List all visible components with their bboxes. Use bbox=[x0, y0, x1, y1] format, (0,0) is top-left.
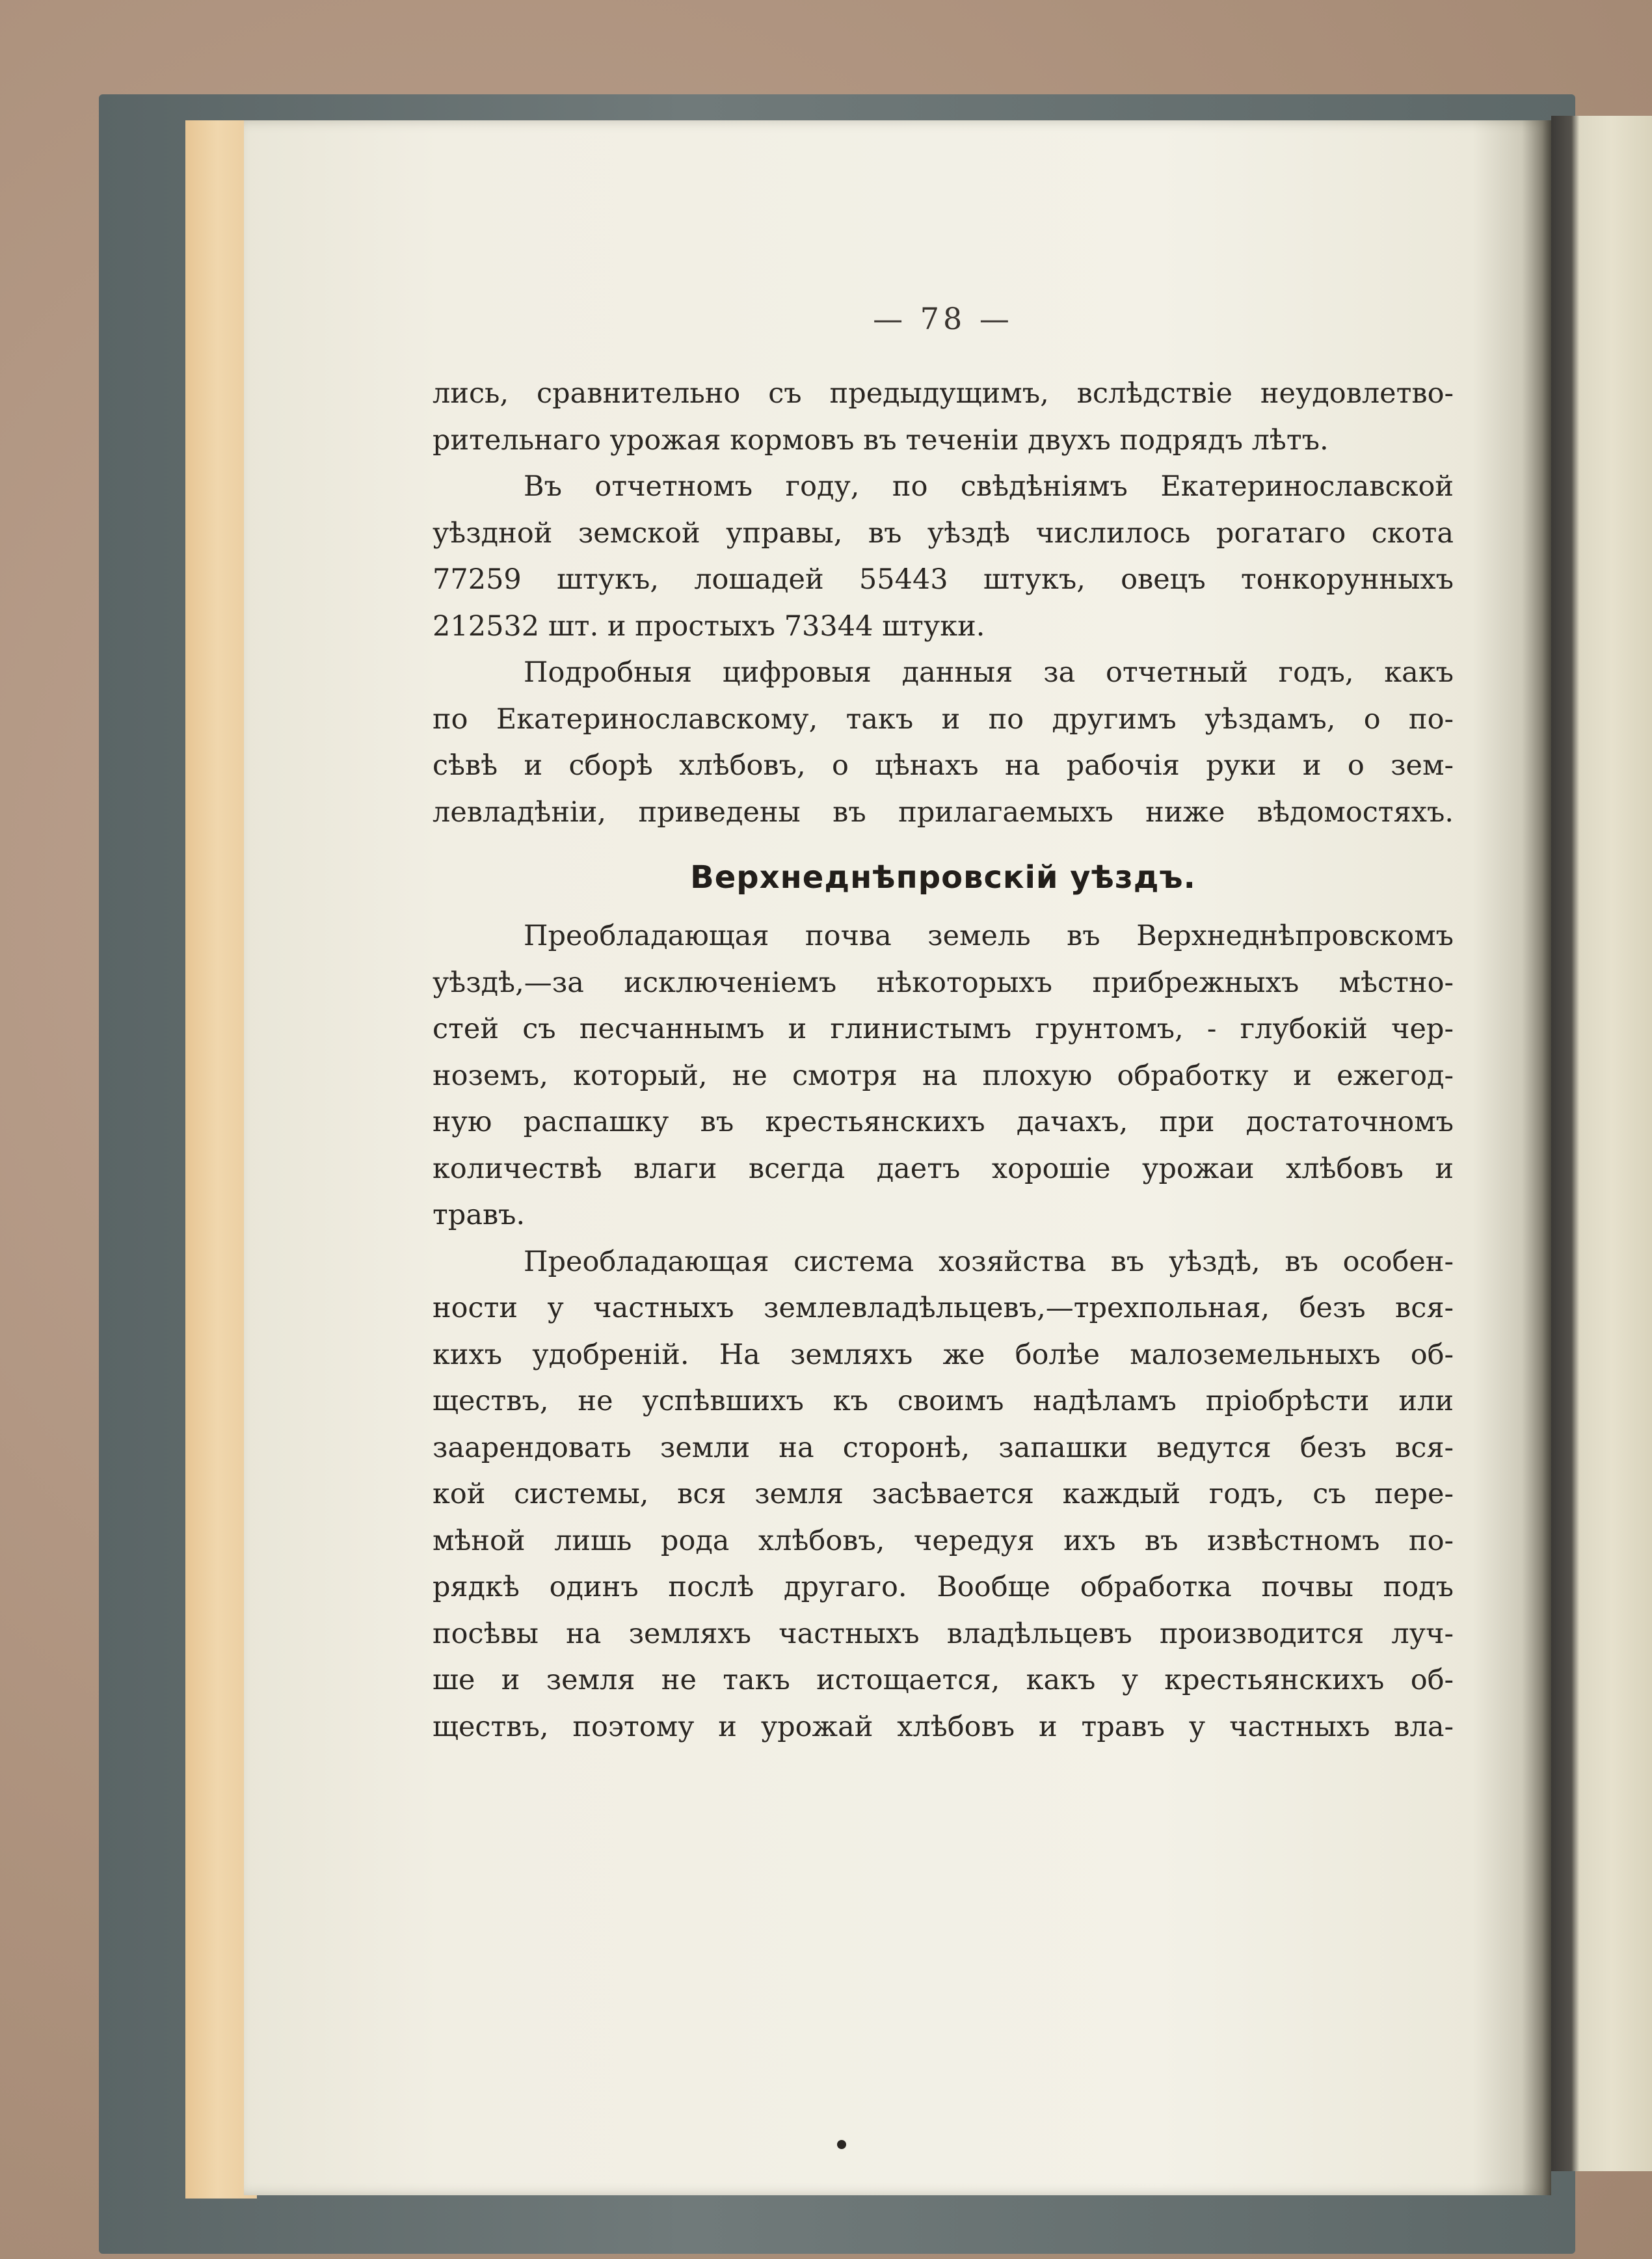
printer-mark-dot bbox=[837, 2140, 846, 2149]
page-gutter-shadow bbox=[1522, 120, 1551, 2195]
text-line: рядкѣ одинъ послѣ другаго. Вообще обработка почвы подъ bbox=[433, 1571, 1454, 1603]
facing-page-edge bbox=[1551, 116, 1652, 2171]
page-number: — 78 — bbox=[873, 301, 1013, 336]
text-line: уѣздной земской управы, въ уѣздѣ числилось рогатаго скота bbox=[433, 516, 1454, 550]
paragraphs-after-heading bbox=[433, 913, 1454, 1750]
text-line: количествѣ влаги всегда даетъ хорошіе урожаи хлѣбовъ и bbox=[433, 1152, 1454, 1185]
text-line: Въ отчетномъ году, по свѣдѣніямъ Екатеринославской bbox=[524, 470, 1454, 503]
text-line: 77259 штукъ, лошадей 55443 штукъ, овецъ тонкорунныхъ bbox=[433, 563, 1454, 596]
text-line: Преобладающая почва земель въ Верхнеднѣпровскомъ bbox=[524, 920, 1454, 952]
text-line: левладѣніи, приведены въ прилагаемыхъ ниже вѣдомостяхъ. bbox=[433, 795, 1454, 829]
text-line: стей съ песчаннымъ и глинистымъ грунтомъ, - глубокій чер- bbox=[433, 1013, 1454, 1045]
text-line: посѣвы на земляхъ частныхъ владѣльцевъ производится луч- bbox=[433, 1617, 1454, 1650]
text-line: ную распашку въ крестьянскихъ дачахъ, при достаточномъ bbox=[433, 1106, 1454, 1138]
paragraphs-before-heading bbox=[433, 371, 1454, 836]
page-text-block bbox=[433, 296, 1454, 1750]
text-line: ществъ, поэтому и урожай хлѣбовъ и травъ у частныхъ вла- bbox=[433, 1710, 1454, 1743]
section-heading: Верхнеднѣпровскій уѣздъ. bbox=[690, 859, 1196, 896]
text-line: кихъ удобреній. На земляхъ же болѣе малоземельныхъ об- bbox=[433, 1338, 1454, 1371]
text-line: заарендовать земли на сторонѣ, запашки ведутся безъ вся- bbox=[433, 1431, 1454, 1464]
text-line: уѣздѣ,—за исключеніемъ нѣкоторыхъ прибрежныхъ мѣстно- bbox=[433, 966, 1454, 999]
text-line: 212532 шт. и простыхъ 73344 штуки. bbox=[433, 609, 985, 643]
text-line: Преобладающая система хозяйства въ уѣздѣ, въ особен- bbox=[524, 1245, 1454, 1278]
text-line: травъ. bbox=[433, 1199, 526, 1231]
text-line: лись, сравнительно съ предыдущимъ, вслѣдствіе неудовлетво- bbox=[433, 377, 1454, 410]
text-line: сѣвѣ и сборѣ хлѣбовъ, о цѣнахъ на рабочія руки и о зем- bbox=[433, 749, 1454, 782]
text-line: ности у частныхъ землевладѣльцевъ,—трехпольная, безъ вся- bbox=[433, 1292, 1454, 1324]
text-line: мѣной лишь рода хлѣбовъ, чередуя ихъ въ извѣстномъ по- bbox=[433, 1524, 1454, 1557]
text-line: кой системы, вся земля засѣвается каждый годъ, съ пере- bbox=[433, 1478, 1454, 1510]
text-line: Подробныя цифровыя данныя за отчетный годъ, какъ bbox=[524, 656, 1454, 689]
text-line: ше и земля не такъ истощается, какъ у крестьянскихъ об- bbox=[433, 1664, 1454, 1696]
text-line: по Екатеринославскому, такъ и по другимъ уѣздамъ, о по- bbox=[433, 702, 1454, 736]
text-line: ноземъ, который, не смотря на плохую обработку и ежегод- bbox=[433, 1059, 1454, 1092]
text-line: ществъ, не успѣвшихъ къ своимъ надѣламъ пріобрѣсти или bbox=[433, 1385, 1454, 1417]
text-line: рительнаго урожая кормовъ въ теченіи двухъ подрядъ лѣтъ. bbox=[433, 423, 1329, 457]
